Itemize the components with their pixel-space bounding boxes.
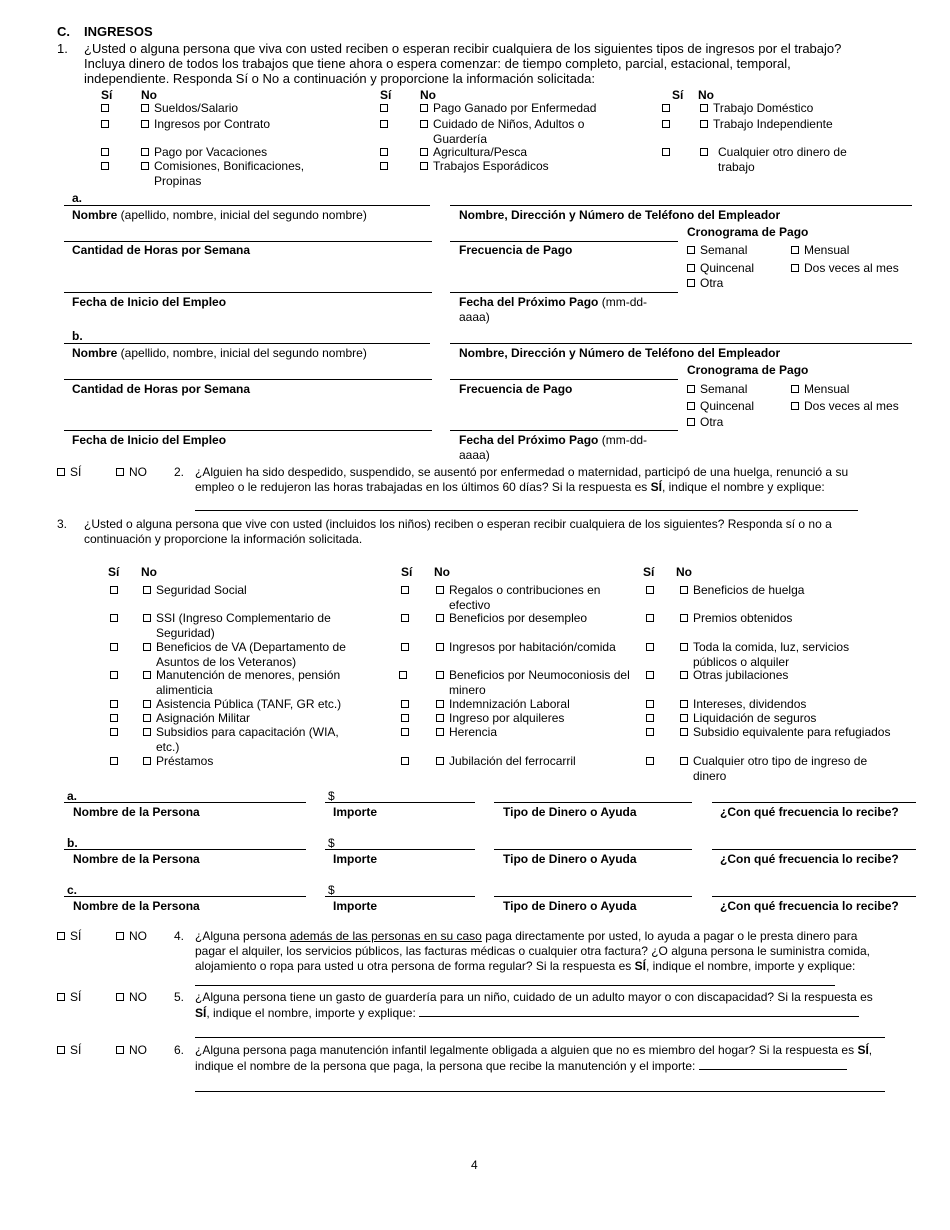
q1-item-esporadicos: Trabajos Esporádicos [433,159,549,173]
employer-b-name-field[interactable] [72,346,367,361]
q3-va-no-checkbox[interactable] [143,643,151,651]
q6-si-checkbox[interactable] [57,1046,65,1054]
q1-esporadicos-yes-checkbox[interactable] [380,162,388,170]
income-row-a-amount-field[interactable]: Importe [333,805,378,819]
employer-b-hours-field[interactable]: Cantidad de Horas por Semana [72,382,251,396]
q3-comida-no-checkbox[interactable] [680,643,688,651]
q3-jubilaciones-no-checkbox[interactable] [680,671,688,679]
q3-item-seguridad-social: Seguridad Social [156,583,247,597]
q4-text [195,929,890,990]
q3-prestamos-no-checkbox[interactable] [143,757,151,765]
income-row-c-dollar: $ [328,883,335,897]
q1-contrato-no-checkbox[interactable] [141,120,149,128]
q3-otro-ingreso-yes-checkbox[interactable] [646,757,654,765]
employer-b-employer-field[interactable]: Nombre, Dirección y Número de Teléfono del Empleador [459,346,781,360]
q3-intereses-no-checkbox[interactable] [680,700,688,708]
employer-b-frequency-field[interactable]: Frecuencia de Pago [459,382,573,396]
name-label: Nombre [72,346,118,360]
q6-no-label: NO [129,1043,147,1057]
q3-habitacion-yes-checkbox[interactable] [401,643,409,651]
q4-si-checkbox[interactable] [57,932,65,940]
income-row-a-frequency-field[interactable]: ¿Con qué frecuencia lo recibe? [720,805,899,819]
q1-item-agricultura: Agricultura/Pesca [433,145,528,159]
q3-seguros-no-checkbox[interactable] [680,714,688,722]
q1-independiente-no-checkbox[interactable] [700,120,708,128]
income-row-c-person-field[interactable]: Nombre de la Persona [73,899,200,913]
option-otra: Otra [700,276,724,290]
employer-a-next-pay-field[interactable] [459,295,649,325]
q3-alquileres-no-checkbox[interactable] [436,714,444,722]
q1-col2-no-header: No [420,88,436,102]
income-row-b-type-field[interactable]: Tipo de Dinero o Ayuda [503,852,637,866]
q1-col2-yes-header: Sí [380,88,392,102]
q3-item-intereses: Intereses, dividendos [693,697,807,711]
option-quincenal: Quincenal [700,261,755,275]
option-semanal: Semanal [700,243,748,257]
q3-comida-yes-checkbox[interactable] [646,643,654,651]
income-row-c-amount-field[interactable]: Importe [333,899,378,913]
q4-no-checkbox[interactable] [116,932,124,940]
q2-text [195,465,885,495]
q2-text-si: SÍ [650,480,662,494]
q3-neumoconiosis-no-checkbox[interactable] [436,671,444,679]
page-number: 4 [471,1158,478,1172]
q3-neumoconiosis-yes-checkbox[interactable] [399,671,407,679]
q3-asistencia-yes-checkbox[interactable] [110,700,118,708]
q1-vacaciones-no-checkbox[interactable] [141,148,149,156]
income-row-a-dollar: $ [328,789,335,803]
q3-item-habitacion: Ingresos por habitación/comida [449,640,616,654]
q3-item-manutencion: Manutención de menores, pensión alimenticia [156,668,341,697]
q3-item-jubilaciones: Otras jubilaciones [693,668,789,682]
q5-number: 5. [174,990,185,1004]
q1-vacaciones-yes-checkbox[interactable] [101,148,109,156]
q3-manutencion-no-checkbox[interactable] [143,671,151,679]
q3-item-comida: Toda la comida, luz, servicios públicos o alquiler [693,640,850,669]
employer-a-frequency-field[interactable]: Frecuencia de Pago [459,243,573,257]
q3-huelga-no-checkbox[interactable] [680,586,688,594]
q2-answer-line[interactable] [195,510,858,511]
q3-indemnizacion-no-checkbox[interactable] [436,700,444,708]
q5-text [195,990,890,1021]
q3-seguridad-social-no-checkbox[interactable] [143,586,151,594]
income-row-c-label: c. [67,883,78,897]
q1-sueldos-yes-checkbox[interactable] [101,104,109,112]
q3-herencia-yes-checkbox[interactable] [401,728,409,736]
q3-regalos-no-checkbox[interactable] [436,586,444,594]
q4-text-part3: , indique el nombre, importe y explique: [645,959,856,973]
q3-jubilaciones-yes-checkbox[interactable] [646,671,654,679]
income-row-a-person-field[interactable]: Nombre de la Persona [73,805,200,819]
next-pay-hint: (mm-dd-aaaa) [459,295,648,324]
q5-text-part1: ¿Alguna persona tiene un gasto de guardería para un niño, cuidado de un adulto mayor o con discapacidad? Si la respuesta es [195,990,873,1004]
q3-number: 3. [57,517,68,531]
income-row-b-amount-field[interactable]: Importe [333,852,378,866]
q3-herencia-no-checkbox[interactable] [436,728,444,736]
q1-otro-dinero-yes-checkbox[interactable] [662,148,670,156]
name-hint: (apellido, nombre, inicial del segundo nombre) [117,346,367,360]
q1-item-enfermedad: Pago Ganado por Enfermedad [433,101,597,115]
q3-item-ferrocarril: Jubilación del ferrocarril [449,754,576,768]
q6-text-part1: ¿Alguna persona paga manutención infantil legalmente obligada a alguien que no es miembro del hogar? Si la respuesta es [195,1043,858,1057]
q3-huelga-yes-checkbox[interactable] [646,586,654,594]
employer-a-mensual-checkbox[interactable] [791,246,799,254]
q3-desempleo-no-checkbox[interactable] [436,614,444,622]
section-letter: C. [57,24,70,39]
employer-a-dos-veces-checkbox[interactable] [791,264,799,272]
q1-agricultura-yes-checkbox[interactable] [380,148,388,156]
q3-militar-yes-checkbox[interactable] [110,714,118,722]
employer-a-semanal-checkbox[interactable] [687,246,695,254]
employer-b-start-field[interactable]: Fecha de Inicio del Empleo [72,433,227,447]
q1-col1-no-header: No [141,88,157,102]
q1-col3-yes-header: Sí [672,88,684,102]
q1-item-otro-dinero: Cualquier otro dinero de trabajo [718,145,847,174]
q3-item-refugiados: Subsidio equivalente para refugiados [693,725,891,739]
q1-item-contrato: Ingresos por Contrato [154,117,271,131]
q3-va-yes-checkbox[interactable] [110,643,118,651]
q3-ferrocarril-yes-checkbox[interactable] [401,757,409,765]
option-dos-veces: Dos veces al mes [804,261,899,275]
income-row-b-person-field[interactable]: Nombre de la Persona [73,852,200,866]
income-row-a-type-field[interactable]: Tipo de Dinero o Ayuda [503,805,637,819]
q1-item-vacaciones: Pago por Vacaciones [154,145,268,159]
income-row-b-frequency-field[interactable]: ¿Con qué frecuencia lo recibe? [720,852,899,866]
q2-number: 2. [174,465,185,479]
q3-col1-no-header: No [141,565,157,579]
q3-ferrocarril-no-checkbox[interactable] [436,757,444,765]
q3-item-militar: Asignación Militar [156,711,251,725]
q4-text-underlined: además de las personas en su caso [289,929,482,943]
option-semanal: Semanal [700,382,748,396]
q3-intereses-yes-checkbox[interactable] [646,700,654,708]
q4-text-part2: paga directamente por usted, lo ayuda a pagar o le presta dinero para pagar el alquiler, los servicios públicos, las facturas médicas o cualquier otra factura? ¿O alguna persona le suministra comida, alojamiento o ropa para usted u otra persona de forma regular? Si la respuesta es [195,929,870,973]
q1-enfermedad-yes-checkbox[interactable] [380,104,388,112]
q3-subsidios-yes-checkbox[interactable] [110,728,118,736]
q3-item-seguros: Liquidación de seguros [693,711,817,725]
q5-no-label: NO [129,990,147,1004]
q4-text-part1: ¿Alguna persona [195,929,290,943]
q3-manutencion-yes-checkbox[interactable] [110,671,118,679]
q3-regalos-yes-checkbox[interactable] [401,586,409,594]
q3-indemnizacion-yes-checkbox[interactable] [401,700,409,708]
option-quincenal: Quincenal [700,399,755,413]
q3-premios-no-checkbox[interactable] [680,614,688,622]
q3-item-prestamos: Préstamos [156,754,214,768]
income-row-b-dollar: $ [328,836,335,850]
q3-subsidios-no-checkbox[interactable] [143,728,151,736]
q3-refugiados-no-checkbox[interactable] [680,728,688,736]
q3-alquileres-yes-checkbox[interactable] [401,714,409,722]
q3-desempleo-yes-checkbox[interactable] [401,614,409,622]
q3-habitacion-no-checkbox[interactable] [436,643,444,651]
employer-a-otra-checkbox[interactable] [687,279,695,287]
employer-a-employer-field[interactable]: Nombre, Dirección y Número de Teléfono del Empleador [459,208,781,222]
q1-comisiones-no-checkbox[interactable] [141,162,149,170]
q4-answer-blank[interactable] [195,974,835,986]
q3-item-subsidios: Subsidios para capacitación (WIA, etc.) [156,725,339,754]
q5-no-checkbox[interactable] [116,993,124,1001]
q1-item-comisiones: Comisiones, Bonificaciones, Propinas [154,159,305,188]
q6-text-si: SÍ [857,1043,869,1057]
q6-no-checkbox[interactable] [116,1046,124,1054]
q6-text [195,1043,890,1074]
next-pay-label: Fecha del Próximo Pago [459,433,599,447]
q3-item-huelga: Beneficios de huelga [693,583,805,597]
q1-item-domestico: Trabajo Doméstico [713,101,814,115]
q1-item-sueldos: Sueldos/Salario [154,101,239,115]
employer-a-hours-field[interactable]: Cantidad de Horas por Semana [72,243,251,257]
q3-item-neumoconiosis: Beneficios por Neumoconiosis del minero [449,668,630,697]
q6-number: 6. [174,1043,185,1057]
q2-text-part1: ¿Alguien ha sido despedido, suspendido, se ausentó por enfermedad o maternidad, participó de una huelga, renunció a su empleo o le redujeron las horas trabajadas en los últimos 60 días? Si la respuesta es [195,465,849,494]
section-title: INGRESOS [84,24,153,39]
q4-number: 4. [174,929,185,943]
option-otra: Otra [700,415,724,429]
q5-text-si: SÍ [195,1006,207,1020]
employer-a-name-field[interactable] [72,208,367,223]
q2-si-checkbox[interactable] [57,468,65,476]
q2-text-part2: , indique el nombre y explique: [661,480,825,494]
q1-independiente-yes-checkbox[interactable] [662,120,670,128]
q3-item-ssi: SSI (Ingreso Complementario de Seguridad) [156,611,331,640]
employer-a-label: a. [72,191,83,205]
name-label: Nombre [72,208,118,222]
option-dos-veces: Dos veces al mes [804,399,899,413]
q6-answer-line[interactable] [195,1091,885,1092]
income-row-a-label: a. [67,789,78,803]
q3-item-va: Beneficios de VA (Departamento de Asuntos de los Veteranos) [156,640,346,669]
option-mensual: Mensual [804,382,850,396]
employer-a-schedule-label: Cronograma de Pago [687,225,809,239]
q2-no-label: NO [129,465,147,479]
q6-answer-blank[interactable] [699,1058,847,1070]
q3-item-premios: Premios obtenidos [693,611,793,625]
q3-militar-no-checkbox[interactable] [143,714,151,722]
employer-b-otra-checkbox[interactable] [687,418,695,426]
q3-seguridad-social-yes-checkbox[interactable] [110,586,118,594]
option-mensual: Mensual [804,243,850,257]
next-pay-hint: (mm-dd-aaaa) [459,433,648,462]
q5-si-checkbox[interactable] [57,993,65,1001]
q3-item-indemnizacion: Indemnización Laboral [449,697,570,711]
q4-text-si: SÍ [634,959,646,973]
q4-no-label: NO [129,929,147,943]
q3-col3-no-header: No [676,565,692,579]
employer-b-next-pay-field[interactable] [459,433,664,463]
employer-b-semanal-checkbox[interactable] [687,385,695,393]
q1-cuidado-no-checkbox[interactable] [420,120,428,128]
q3-col2-no-header: No [434,565,450,579]
employer-b-dos-veces-checkbox[interactable] [791,402,799,410]
q6-text-part2: , indique el nombre de la persona que paga, la persona que recibe la manutención y el importe: [195,1043,873,1073]
employer-b-mensual-checkbox[interactable] [791,385,799,393]
q1-domestico-yes-checkbox[interactable] [662,104,670,112]
employer-b-label: b. [72,329,83,343]
q4-si-label: SÍ [70,929,82,943]
q3-otro-ingreso-no-checkbox[interactable] [680,757,688,765]
q5-text-part2: , indique el nombre, importe y explique: [206,1006,416,1020]
q1-item-independiente: Trabajo Independiente [713,117,833,131]
q3-prestamos-yes-checkbox[interactable] [110,757,118,765]
q1-number: 1. [57,41,68,56]
q3-item-otro-ingreso: Cualquier otro tipo de ingreso de dinero [693,754,868,783]
q1-text: ¿Usted o alguna persona que viva con usted reciben o esperan recibir cualquiera de los siguientes tipos de ingresos por el trabajo? Incluya dinero de todos los trabajos que tiene ahora o espera comenzar: de tiempo completo, parcial, estacional, temporal, independiente. Responda Sí o No a continuación y proporcione la información solicitada: [84,41,842,86]
q3-col2-yes-header: Sí [401,565,413,579]
q3-col1-yes-header: Sí [108,565,120,579]
q1-item-cuidado: Cuidado de Niños, Adultos o Guardería [433,117,585,146]
q1-col1-yes-header: Sí [101,88,113,102]
q3-ssi-yes-checkbox[interactable] [110,614,118,622]
q1-sueldos-no-checkbox[interactable] [141,104,149,112]
q3-item-alquileres: Ingreso por alquileres [449,711,565,725]
q5-si-label: SÍ [70,990,82,1004]
income-row-b-label: b. [67,836,78,850]
employer-a-quincenal-checkbox[interactable] [687,264,695,272]
q3-seguros-yes-checkbox[interactable] [646,714,654,722]
q3-col3-yes-header: Sí [643,565,655,579]
name-hint: (apellido, nombre, inicial del segundo nombre) [117,208,367,222]
q3-ssi-no-checkbox[interactable] [143,614,151,622]
q3-asistencia-no-checkbox[interactable] [143,700,151,708]
q1-col3-no-header: No [698,88,714,102]
q2-si-label: SÍ [70,465,82,479]
q3-premios-yes-checkbox[interactable] [646,614,654,622]
q1-comisiones-yes-checkbox[interactable] [101,162,109,170]
q2-no-checkbox[interactable] [116,468,124,476]
q3-item-herencia: Herencia [449,725,498,739]
q1-enfermedad-no-checkbox[interactable] [420,104,428,112]
employer-b-quincenal-checkbox[interactable] [687,402,695,410]
q1-otro-dinero-no-checkbox[interactable] [700,148,708,156]
q1-domestico-no-checkbox[interactable] [700,104,708,112]
next-pay-label: Fecha del Próximo Pago [459,295,599,309]
employer-b-schedule-label: Cronograma de Pago [687,363,809,377]
q3-item-asistencia: Asistencia Pública (TANF, GR etc.) [156,697,342,711]
income-row-c-type-field[interactable]: Tipo de Dinero o Ayuda [503,899,637,913]
q1-contrato-yes-checkbox[interactable] [101,120,109,128]
q6-si-label: SÍ [70,1043,82,1057]
q1-agricultura-no-checkbox[interactable] [420,148,428,156]
q3-refugiados-yes-checkbox[interactable] [646,728,654,736]
q5-answer-blank[interactable] [419,1005,859,1017]
q1-cuidado-yes-checkbox[interactable] [380,120,388,128]
q3-item-regalos: Regalos o contribuciones en efectivo [449,583,601,612]
q3-item-desempleo: Beneficios por desempleo [449,611,588,625]
q5-answer-line[interactable] [195,1037,885,1038]
income-row-c-frequency-field[interactable]: ¿Con qué frecuencia lo recibe? [720,899,899,913]
q1-esporadicos-no-checkbox[interactable] [420,162,428,170]
q3-text: ¿Usted o alguna persona que vive con usted (incluidos los niños) reciben o esperan recibir cualquiera de los siguientes? Responda sí o no a continuación y proporcione la información solicitada. [84,517,832,546]
employer-a-start-field[interactable]: Fecha de Inicio del Empleo [72,295,227,309]
